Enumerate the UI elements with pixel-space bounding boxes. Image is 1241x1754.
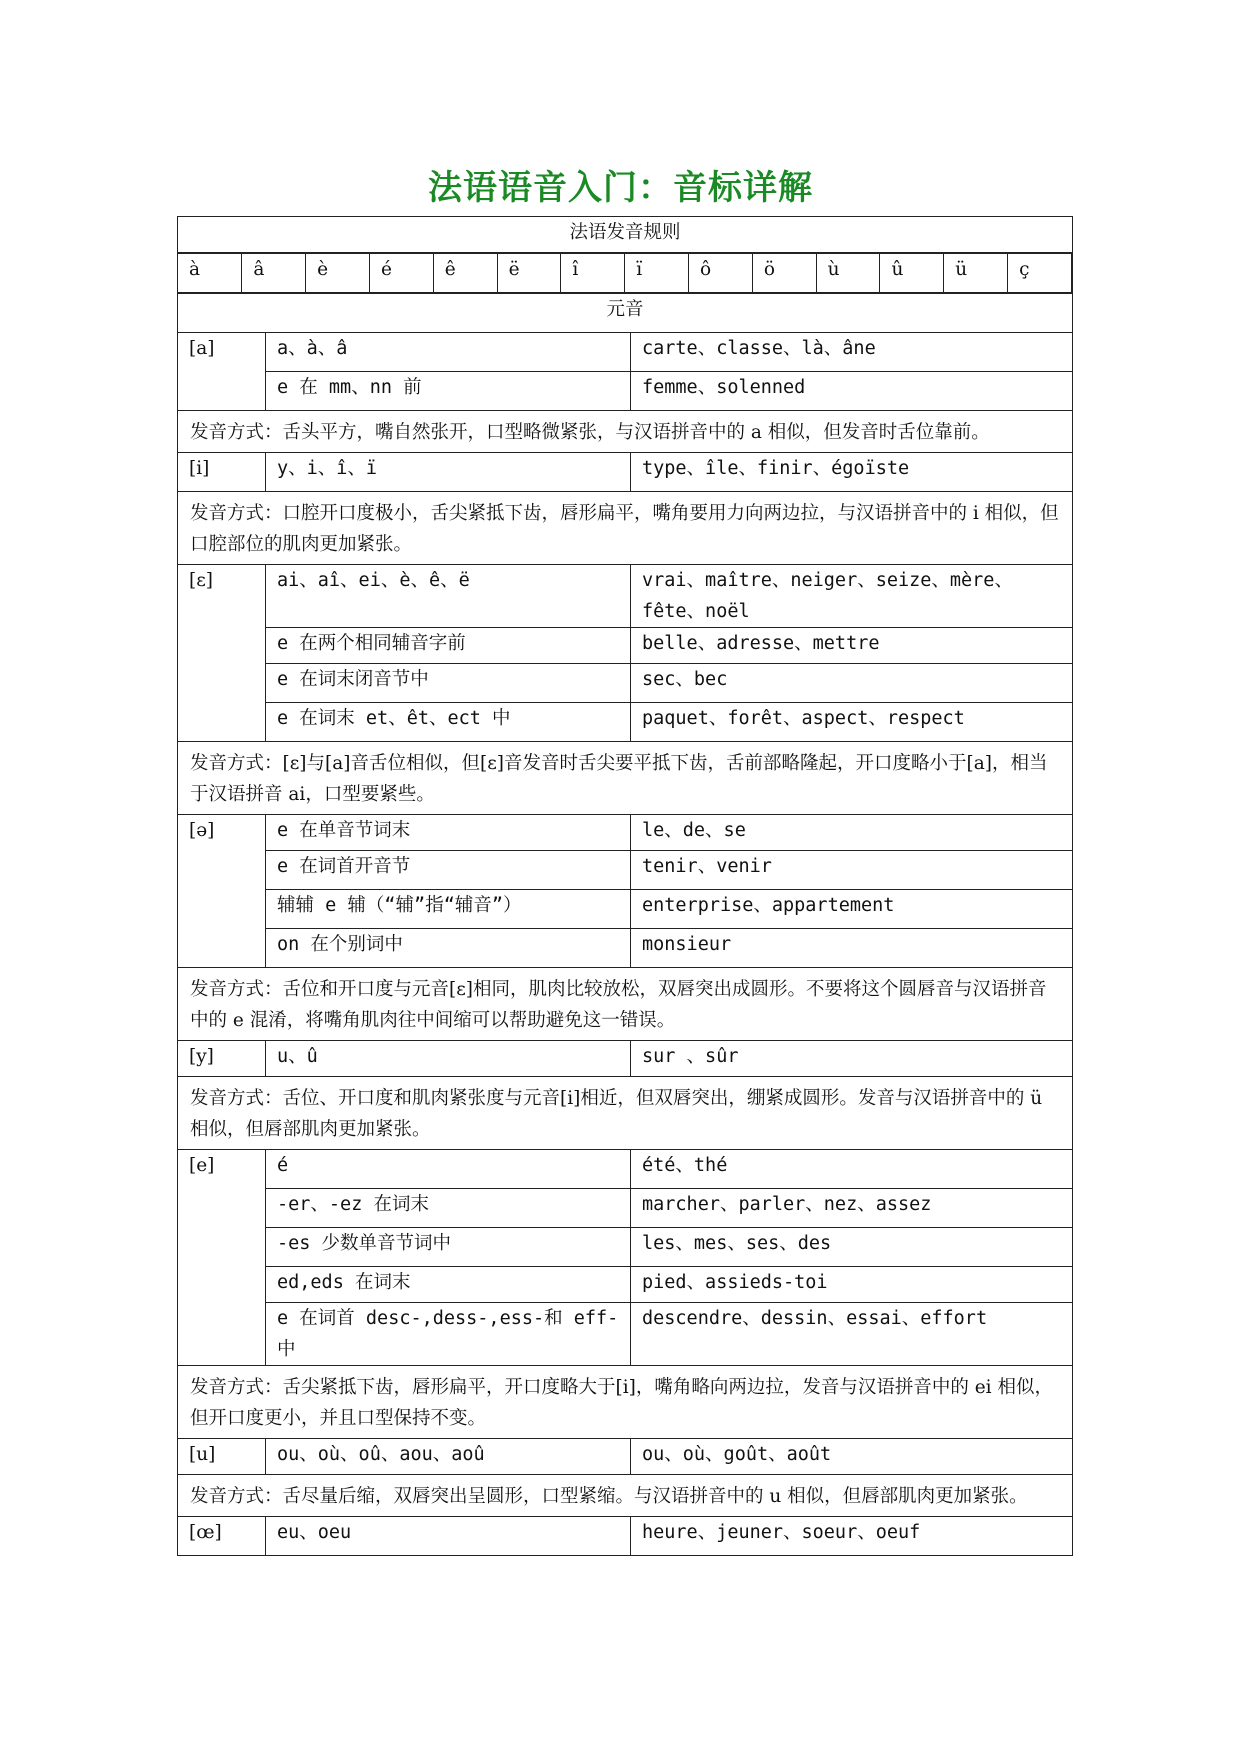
phonetic-symbol: [œ]: [178, 1517, 266, 1556]
pronunciation-description: 发音方式：舌位、开口度和肌肉紧张度与元音[i]相近，但双唇突出，绷紧成圆形。发音与汉语拼音中的 ü 相似，但唇部肌肉更加紧张。: [178, 1077, 1073, 1150]
pronunciation-description: 发音方式：[ɛ]与[a]音舌位相似，但[ɛ]音发音时舌尖要平抵下齿，舌前部略隆起，开口度略小于[a]，相当于汉语拼音 ai，口型要紧些。: [178, 742, 1073, 815]
spelling-cell: é: [266, 1150, 631, 1189]
letter-cell: û: [880, 254, 944, 293]
examples-cell: paquet、forêt、aspect、respect: [631, 703, 1073, 742]
letter-cell: ï: [625, 254, 689, 293]
phonetic-symbol: [ɛ]: [178, 565, 266, 742]
phonetic-symbol: [i]: [178, 453, 266, 492]
spelling-cell: on 在个别词中: [266, 929, 631, 968]
examples-cell: monsieur: [631, 929, 1073, 968]
spelling-cell: ed,eds 在词末: [266, 1267, 631, 1303]
examples-cell: été、thé: [631, 1150, 1073, 1189]
spelling-cell: e 在词首开音节: [266, 851, 631, 890]
pronunciation-description: 发音方式：舌位和开口度与元音[ɛ]相同，肌肉比较放松，双唇突出成圆形。不要将这个圆唇音与汉语拼音中的 e 混淆，将嘴角肌肉往中间缩可以帮助避免这一错误。: [178, 968, 1073, 1041]
examples-cell: le、de、se: [631, 815, 1073, 851]
phonetic-symbol: [u]: [178, 1439, 266, 1475]
pronunciation-description: 发音方式：舌尖紧抵下齿，唇形扁平，开口度略大于[i]，嘴角略向两边拉，发音与汉语拼音中的 ei 相似，但开口度更小，并且口型保持不变。: [178, 1366, 1073, 1439]
letter-cell: ù: [816, 254, 880, 293]
spelling-cell: y、i、î、ï: [266, 453, 631, 492]
examples-cell: vrai、maître、neiger、seize、mère、fête、noël: [631, 565, 1073, 628]
letter-cell: é: [369, 254, 433, 293]
examples-cell: carte、classe、là、âne: [631, 333, 1073, 372]
pronunciation-description: 发音方式：口腔开口度极小，舌尖紧抵下齿，唇形扁平，嘴角要用力向两边拉，与汉语拼音中的 i 相似，但口腔部位的肌肉更加紧张。: [178, 492, 1073, 565]
spelling-cell: e 在词末闭音节中: [266, 664, 631, 703]
phonetic-symbol: [e]: [178, 1150, 266, 1366]
table-header: 法语发音规则: [178, 217, 1073, 253]
spelling-cell: a、à、â: [266, 333, 631, 372]
phonetic-symbol: [ə]: [178, 815, 266, 968]
spelling-cell: u、û: [266, 1041, 631, 1077]
pronunciation-description: 发音方式：舌头平方，嘴自然张开，口型略微紧张，与汉语拼音中的 a 相似，但发音时舌位靠前。: [178, 411, 1073, 453]
letter-cell: â: [242, 254, 306, 293]
spelling-cell: eu、oeu: [266, 1517, 631, 1556]
spelling-cell: 辅辅 e 辅（“辅”指“辅音”）: [266, 890, 631, 929]
spelling-cell: -es 少数单音节词中: [266, 1228, 631, 1267]
page-title: 法语语音入门：音标详解: [428, 168, 813, 208]
examples-cell: tenir、venir: [631, 851, 1073, 890]
examples-cell: heure、jeuner、soeur、oeuf: [631, 1517, 1073, 1556]
spelling-cell: e 在两个相同辅音字前: [266, 628, 631, 664]
spelling-cell: e 在词末 et、êt、ect 中: [266, 703, 631, 742]
examples-cell: femme、solenned: [631, 372, 1073, 411]
vowel-section-header: 元音: [178, 294, 1073, 333]
pronunciation-table: [177, 216, 1073, 1556]
pronunciation-description: 发音方式：舌尽量后缩，双唇突出呈圆形，口型紧缩。与汉语拼音中的 u 相似，但唇部肌肉更加紧张。: [178, 1475, 1073, 1517]
letter-cell: î: [561, 254, 625, 293]
examples-cell: sec、bec: [631, 664, 1073, 703]
phonetic-symbol: [a]: [178, 333, 266, 411]
examples-cell: sur 、sûr: [631, 1041, 1073, 1077]
spelling-cell: -er、-ez 在词末: [266, 1189, 631, 1228]
letter-cell: ç: [1008, 254, 1072, 293]
phonetic-symbol: [y]: [178, 1041, 266, 1077]
letter-cell: è: [306, 254, 370, 293]
examples-cell: pied、assieds-toi: [631, 1267, 1073, 1303]
examples-cell: marcher、parler、nez、assez: [631, 1189, 1073, 1228]
examples-cell: ou、où、goût、août: [631, 1439, 1073, 1475]
letter-cell: ö: [752, 254, 816, 293]
spelling-cell: e 在 mm、nn 前: [266, 372, 631, 411]
letter-cell: ê: [433, 254, 497, 293]
spelling-cell: e 在单音节词末: [266, 815, 631, 851]
examples-cell: les、mes、ses、des: [631, 1228, 1073, 1267]
examples-cell: belle、adresse、mettre: [631, 628, 1073, 664]
accent-letters-row: [178, 253, 1073, 294]
letter-cell: ë: [497, 254, 561, 293]
spelling-cell: e 在词首 desc-,dess-,ess-和 eff-中: [266, 1303, 631, 1366]
letter-cell: ô: [689, 254, 753, 293]
examples-cell: descendre、dessin、essai、effort: [631, 1303, 1073, 1366]
spelling-cell: ai、aî、ei、è、ê、ë: [266, 565, 631, 628]
examples-cell: type、île、finir、égoïste: [631, 453, 1073, 492]
examples-cell: enterprise、appartement: [631, 890, 1073, 929]
spelling-cell: ou、où、oû、aou、aoû: [266, 1439, 631, 1475]
letter-cell: à: [178, 254, 242, 293]
letter-cell: ü: [944, 254, 1008, 293]
